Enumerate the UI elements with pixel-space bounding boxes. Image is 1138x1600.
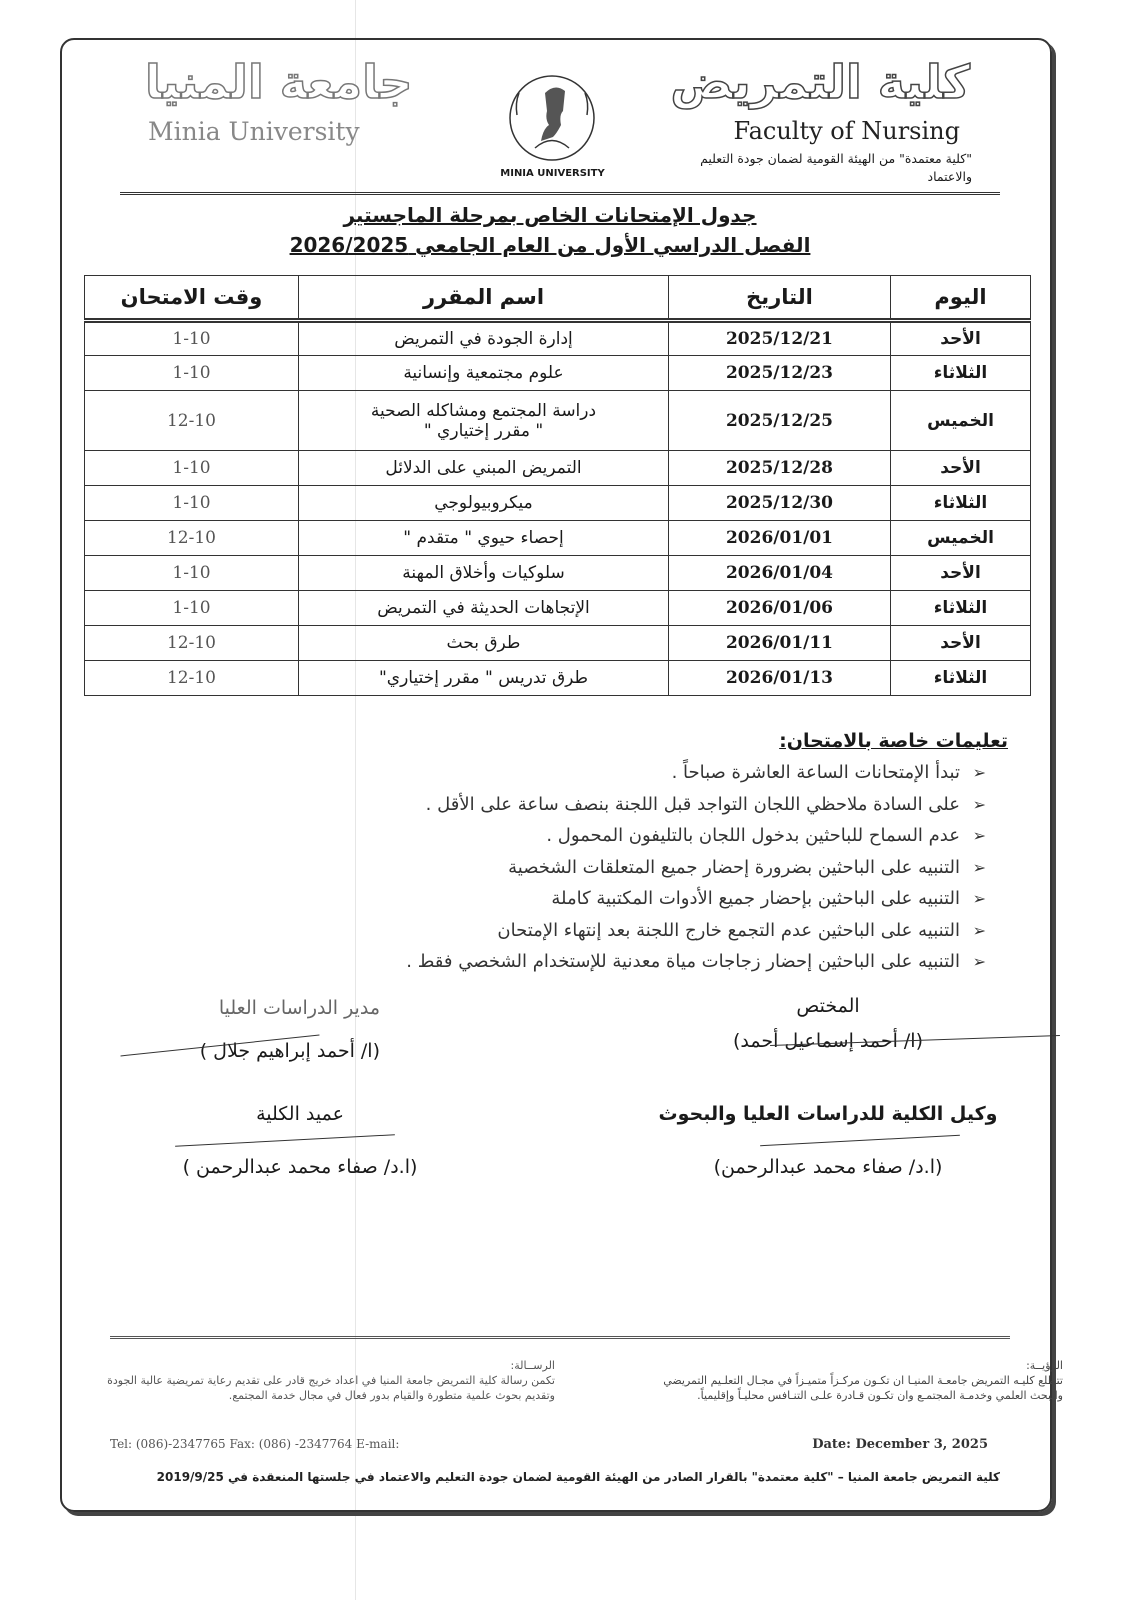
instruction-text: التنبيه على الباحثين بإحضار جميع الأدوات المكتبية كاملة: [551, 888, 960, 909]
title-line-1: جدول الإمتحانات الخاص بمرحلة الماجستير: [343, 203, 757, 227]
contact-line: Tel: (086)-2347765 Fax: (086) -2347764 E-mail:: [110, 1437, 400, 1451]
instruction-text: التنبيه على الباحثين إحضار زجاجات مياة معدنية للإستخدام الشخصي فقط .: [406, 951, 960, 972]
instruction-text: التنبيه على الباحثين عدم التجمع خارج اللجنة بعد إنتهاء الإمتحان: [497, 919, 960, 941]
cell-course: [299, 321, 669, 356]
table-row: [85, 661, 1031, 696]
table-row: [85, 626, 1031, 661]
arrow-bullet-icon: ➢: [972, 763, 986, 782]
signature-name: (ا.د/ صفاء محمد عبدالرحمن): [713, 1156, 943, 1178]
nefertiti-emblem-icon: [505, 63, 600, 168]
course-name: الإتجاهات الحديثة في التمريض: [377, 598, 590, 618]
header-course: اسم المقرر: [299, 276, 669, 321]
cell-date: 2025/12/21: [669, 321, 891, 356]
mission-block: [85, 1358, 555, 1403]
list-item: [266, 946, 986, 978]
cell-date: 2026/01/04: [669, 556, 891, 591]
cell-day: الأحد: [891, 626, 1031, 661]
arrow-bullet-icon: ➢: [972, 826, 986, 845]
vision-title: الرؤيــة:: [1026, 1359, 1063, 1372]
document-title: [200, 200, 900, 260]
cell-date: 2025/12/25: [669, 391, 891, 451]
table-row: [85, 356, 1031, 391]
university-logo: [500, 63, 605, 183]
cell-date: 2026/01/13: [669, 661, 891, 696]
course-name: علوم مجتمعية وإنسانية: [403, 363, 564, 383]
mission-title: الرســالة:: [510, 1359, 555, 1372]
cell-course: [299, 356, 669, 391]
cell-course: [299, 486, 669, 521]
cell-course: [299, 556, 669, 591]
course-name: دراسة المجتمع ومشاكله الصحية: [370, 400, 597, 421]
course-name: طرق تدريس " مقرر إختياري": [378, 668, 589, 688]
faculty-name-ar: كلية التمريض: [670, 55, 970, 109]
table-header-row: [85, 276, 1031, 321]
signature-title: عميد الكلية: [256, 1103, 344, 1125]
list-item: [266, 915, 986, 947]
mission-text: تكمن رسالة كلية التمريض جامعة المنيا في اعداد خريج قادر على تقديم رعاية تمريضية عالية الجودة وتقديم بحوث علمية متطورة والقيام بدور فعال في مجال خدمة المجتمع.: [107, 1374, 555, 1402]
arrow-bullet-icon: ➢: [972, 920, 986, 940]
cell-day: الأحد: [891, 321, 1031, 356]
course-name: إحصاء حيوي " متقدم ": [403, 528, 564, 548]
vision-block: [633, 1358, 1063, 1403]
table-row: [85, 451, 1031, 486]
letterhead: [100, 55, 1000, 195]
header-time: وقت الامتحان: [85, 276, 299, 321]
course-name: طرق بحث: [446, 633, 521, 653]
instruction-text: التنبيه على الباحثين بضرورة إحضار جميع المتعلقات الشخصية: [508, 856, 960, 878]
footer-divider: [110, 1336, 1010, 1339]
cell-time: 1-10: [85, 451, 299, 486]
cell-day: الثلاثاء: [891, 356, 1031, 391]
cell-day: الثلاثاء: [891, 591, 1031, 626]
arrow-bullet-icon: ➢: [972, 889, 986, 908]
list-item: [266, 852, 986, 884]
list-item: [266, 789, 986, 821]
signature-name: (ا/ أحمد إسماعيل أحمد): [732, 1030, 924, 1052]
cell-time: 12-10: [85, 661, 299, 696]
cell-date: 2026/01/01: [669, 521, 891, 556]
cell-date: 2026/01/06: [669, 591, 891, 626]
course-name: التمريض المبني على الدلائل: [385, 458, 582, 478]
table-row: [85, 591, 1031, 626]
header-divider: [120, 192, 1000, 195]
instructions-list: [266, 757, 986, 978]
signature-title: وكيل الكلية للدراسات العليا والبحوث: [658, 1103, 998, 1125]
cell-course: [299, 451, 669, 486]
signature-director: [110, 994, 380, 1066]
cell-day: الأحد: [891, 451, 1031, 486]
cell-course: [299, 626, 669, 661]
university-name-ar: جامعة المنيا: [145, 55, 413, 109]
cell-time: 1-10: [85, 556, 299, 591]
cell-day: الثلاثاء: [891, 661, 1031, 696]
cell-day: الأحد: [891, 556, 1031, 591]
course-name: إدارة الجودة في التمريض: [394, 329, 573, 349]
cell-course: [299, 391, 669, 451]
course-note: " مقرر إختياري ": [423, 420, 544, 441]
cell-time: 12-10: [85, 391, 299, 451]
signature-title: المختص: [796, 995, 860, 1017]
cell-date: 2025/12/23: [669, 356, 891, 391]
accreditation-note: "كلية معتمدة" من الهيئة القومية لضمان جودة التعليم والاعتماد: [700, 151, 972, 184]
table-row: [85, 391, 1031, 451]
cell-time: 1-10: [85, 356, 299, 391]
course-name: ميكروبيولوجي: [434, 493, 533, 513]
table-row: [85, 521, 1031, 556]
cell-day: الخميس: [891, 391, 1031, 451]
cell-date: 2025/12/30: [669, 486, 891, 521]
instructions-title: تعليمات خاصة بالامتحان:: [779, 730, 1008, 752]
cell-day: الثلاثاء: [891, 486, 1031, 521]
instruction-text: تبدأ الإمتحانات الساعة العاشرة صباحاً .: [671, 762, 960, 783]
arrow-bullet-icon: ➢: [972, 857, 986, 877]
exam-schedule-table: [84, 275, 1031, 696]
cell-course: [299, 591, 669, 626]
footer-accreditation-note: كلية التمريض جامعة المنيا – "كلية معتمدة" بالقرار الصادر من الهيئة القومية لضمان جودة التعليم والاعتماد في جلستها المنعقدة في 2019/9/25: [156, 1470, 1000, 1484]
table-row: [85, 486, 1031, 521]
cell-time: 12-10: [85, 521, 299, 556]
list-item: [266, 820, 986, 852]
cell-course: [299, 521, 669, 556]
signature-specialist: [698, 992, 958, 1056]
university-name-en: Minia University: [148, 117, 360, 146]
cell-time: 1-10: [85, 486, 299, 521]
cell-course: [299, 661, 669, 696]
cell-date: 2026/01/11: [669, 626, 891, 661]
signature-title: مدير الدراسات العليا: [218, 997, 380, 1019]
header-date: التاريخ: [669, 276, 891, 321]
document-date: Date: December 3, 2025: [812, 1437, 988, 1452]
signature-name: (ا/ أحمد إبراهيم جلال ): [199, 1040, 380, 1062]
course-name: سلوكيات وأخلاق المهنة: [402, 563, 565, 583]
title-line-2: الفصل الدراسي الأول من العام الجامعي 2026/2025: [289, 233, 811, 257]
header-day: اليوم: [891, 276, 1031, 321]
arrow-bullet-icon: ➢: [972, 794, 986, 814]
list-item: [266, 757, 986, 789]
table-row: [85, 321, 1031, 356]
signature-name: (ا.د/ صفاء محمد عبدالرحمن ): [182, 1156, 418, 1178]
cell-date: 2025/12/28: [669, 451, 891, 486]
signature-dean: [165, 1100, 435, 1182]
cell-time: 1-10: [85, 321, 299, 356]
instruction-text: عدم السماح للباحثين بدخول اللجان بالتليفون المحمول .: [546, 825, 960, 846]
logo-caption: MINIA UNIVERSITY: [500, 168, 605, 179]
table-row: [85, 556, 1031, 591]
cell-time: 12-10: [85, 626, 299, 661]
vision-text: تتطلع كليـه التمريض جامعـة المنيـا ان تكـون مركـزاً متميـزاً في مجـال التعلـيم التمريضي والبحث العلمي وخدمـة المجتمـع وان تكـون قـادرة علـى التنـافس محليـاً وإقليمياً.: [663, 1374, 1063, 1402]
cell-day: الخميس: [891, 521, 1031, 556]
cell-time: 1-10: [85, 591, 299, 626]
list-item: [266, 883, 986, 915]
faculty-name-en: Faculty of Nursing: [733, 117, 960, 145]
arrow-bullet-icon: ➢: [972, 952, 986, 971]
instruction-text: على السادة ملاحظي اللجان التواجد قبل اللجنة بنصف ساعة على الأقل .: [425, 793, 960, 815]
